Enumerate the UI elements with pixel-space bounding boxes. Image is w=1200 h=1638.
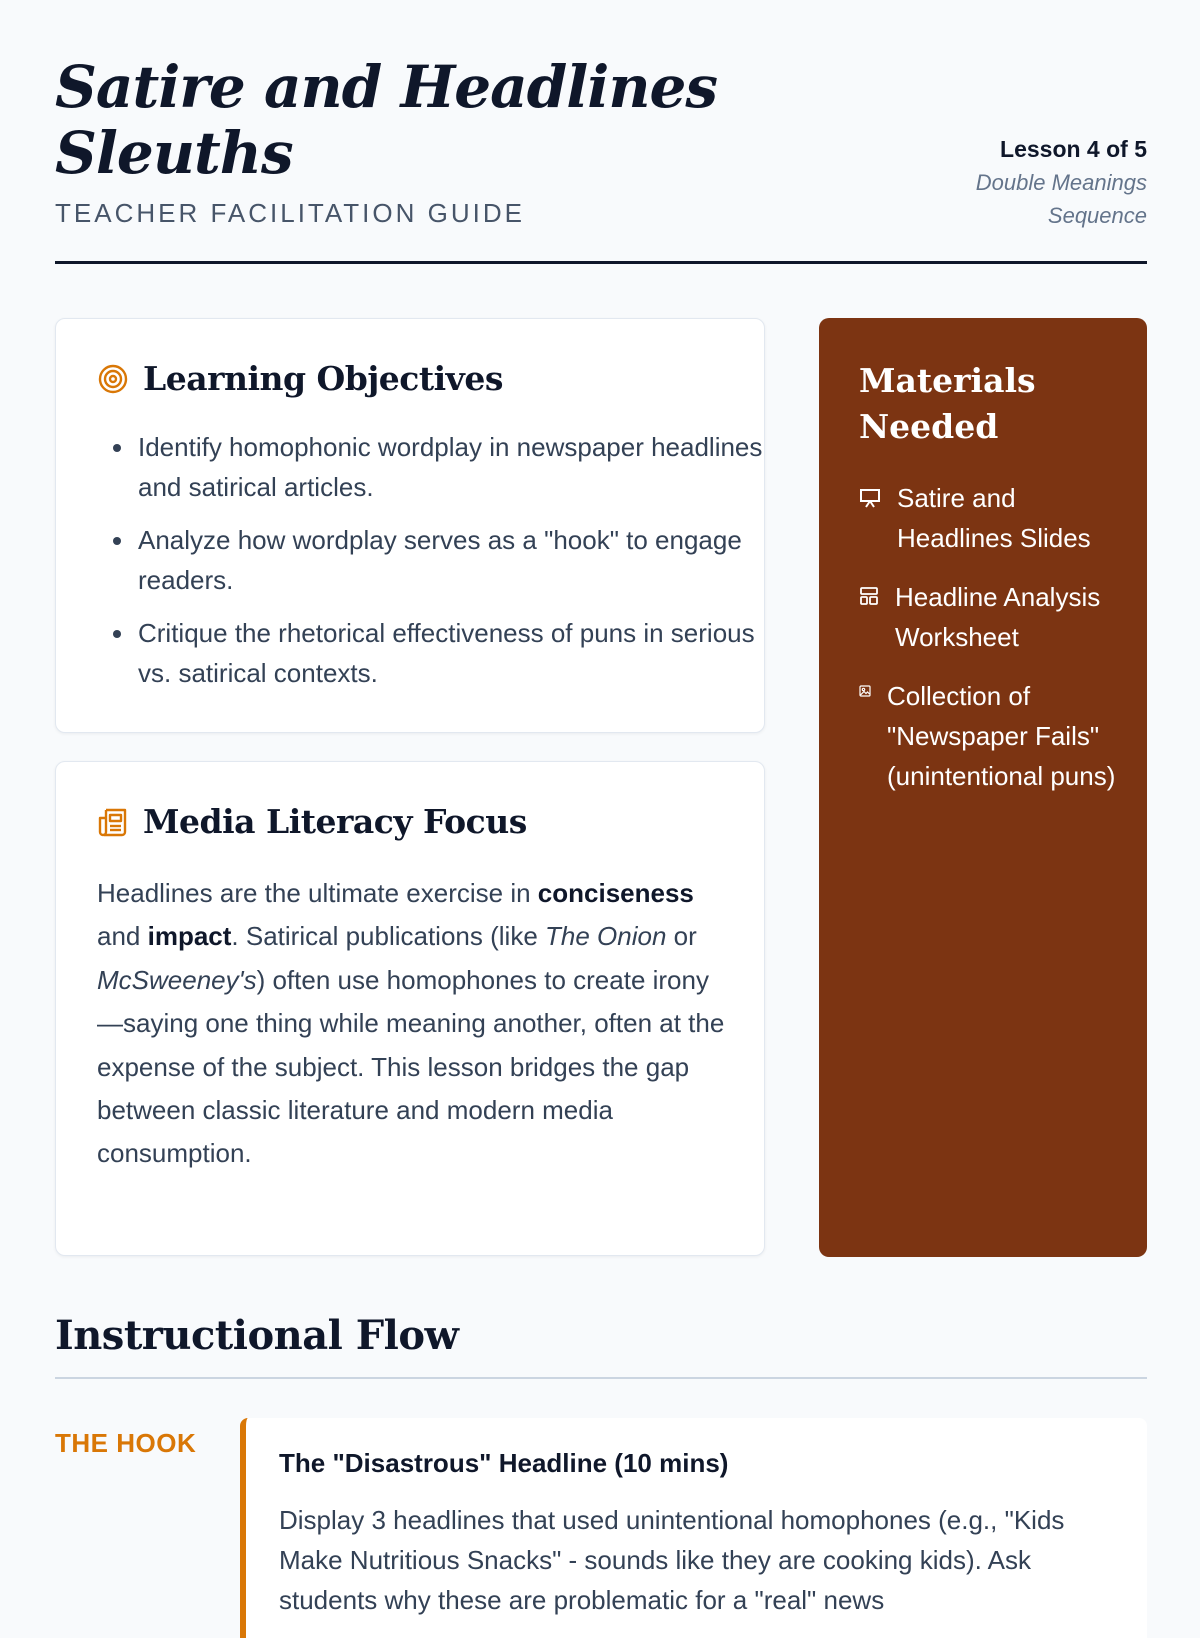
bold-term: impact [147,921,232,952]
material-item [859,478,1119,558]
learning-objectives-header [97,359,503,398]
step-label: THE HOOK [55,1428,197,1458]
section-divider [55,1377,1147,1379]
presentation-icon [859,487,881,509]
learning-objectives-title: Learning Objectives [143,359,503,398]
objective-item: • Analyze how wordplay serves as a "hook" to engage readers. [136,520,766,600]
materials-list [859,478,1119,815]
text-run: . Satirical publications (like [231,921,545,952]
material-label: Headline Analysis Worksheet [895,582,1101,652]
text-run: and [97,921,148,952]
lesson-meta [947,132,1147,232]
page-subtitle: TEACHER FACILITATION GUIDE [55,198,525,228]
layout-icon [859,586,879,606]
page-title [55,54,735,186]
media-literacy-title: Media Literacy Focus [143,802,527,841]
materials-title: Materials Needed [859,361,1036,446]
instructional-flow-title: Instructional Flow [55,1312,459,1359]
material-item [859,676,1119,796]
text-run: or [666,921,697,952]
learning-objectives-card [55,318,765,733]
text-run: Headlines are the ultimate exercise in [97,878,538,908]
step-card [240,1418,1147,1638]
objectives-list [96,427,766,706]
lesson-number: Lesson 4 of 5 [1000,136,1147,162]
newspaper-icon [97,806,129,838]
material-item [859,577,1119,657]
text-run: ) often use homophones to create irony—saying one thing while meaning another, often at the expense of the subject. This lesson bridges the gap between classic literature and modern media consumption. [97,964,725,1169]
step-description: Display 3 headlines that used unintentional homophones (e.g., "Kids Make Nutritious Snacks" - sounds like they are cooking kids). Ask students why these are problematic for a "real" news [279,1505,1065,1615]
bold-term: conciseness [537,878,694,908]
image-icon [859,685,871,697]
target-icon [97,363,129,395]
objective-item: • Critique the rhetorical effectiveness of puns in serious vs. satirical contexts. [136,613,766,693]
media-literacy-header [97,802,527,841]
title-line-2: Sleuths [55,119,293,187]
material-label: Satire and Headlines Slides [897,483,1091,553]
media-literacy-card [55,761,765,1256]
material-label: Collection of "Newspaper Fails" (unintentional puns) [887,681,1116,791]
step-title: The "Disastrous" Headline (10 mins) [279,1448,729,1478]
objective-item: • Identify homophonic wordplay in newspaper headlines and satirical articles. [136,427,766,507]
title-line-1: Satire and Headlines [55,53,718,121]
page-header [55,0,1147,264]
media-literacy-text [97,872,727,1176]
materials-sidebar [819,318,1147,1257]
publication-name: The Onion [545,921,667,952]
sequence-name: Double Meanings Sequence [975,170,1147,228]
publication-name: McSweeney's [97,964,257,995]
teacher-guide-page [55,0,1147,1615]
